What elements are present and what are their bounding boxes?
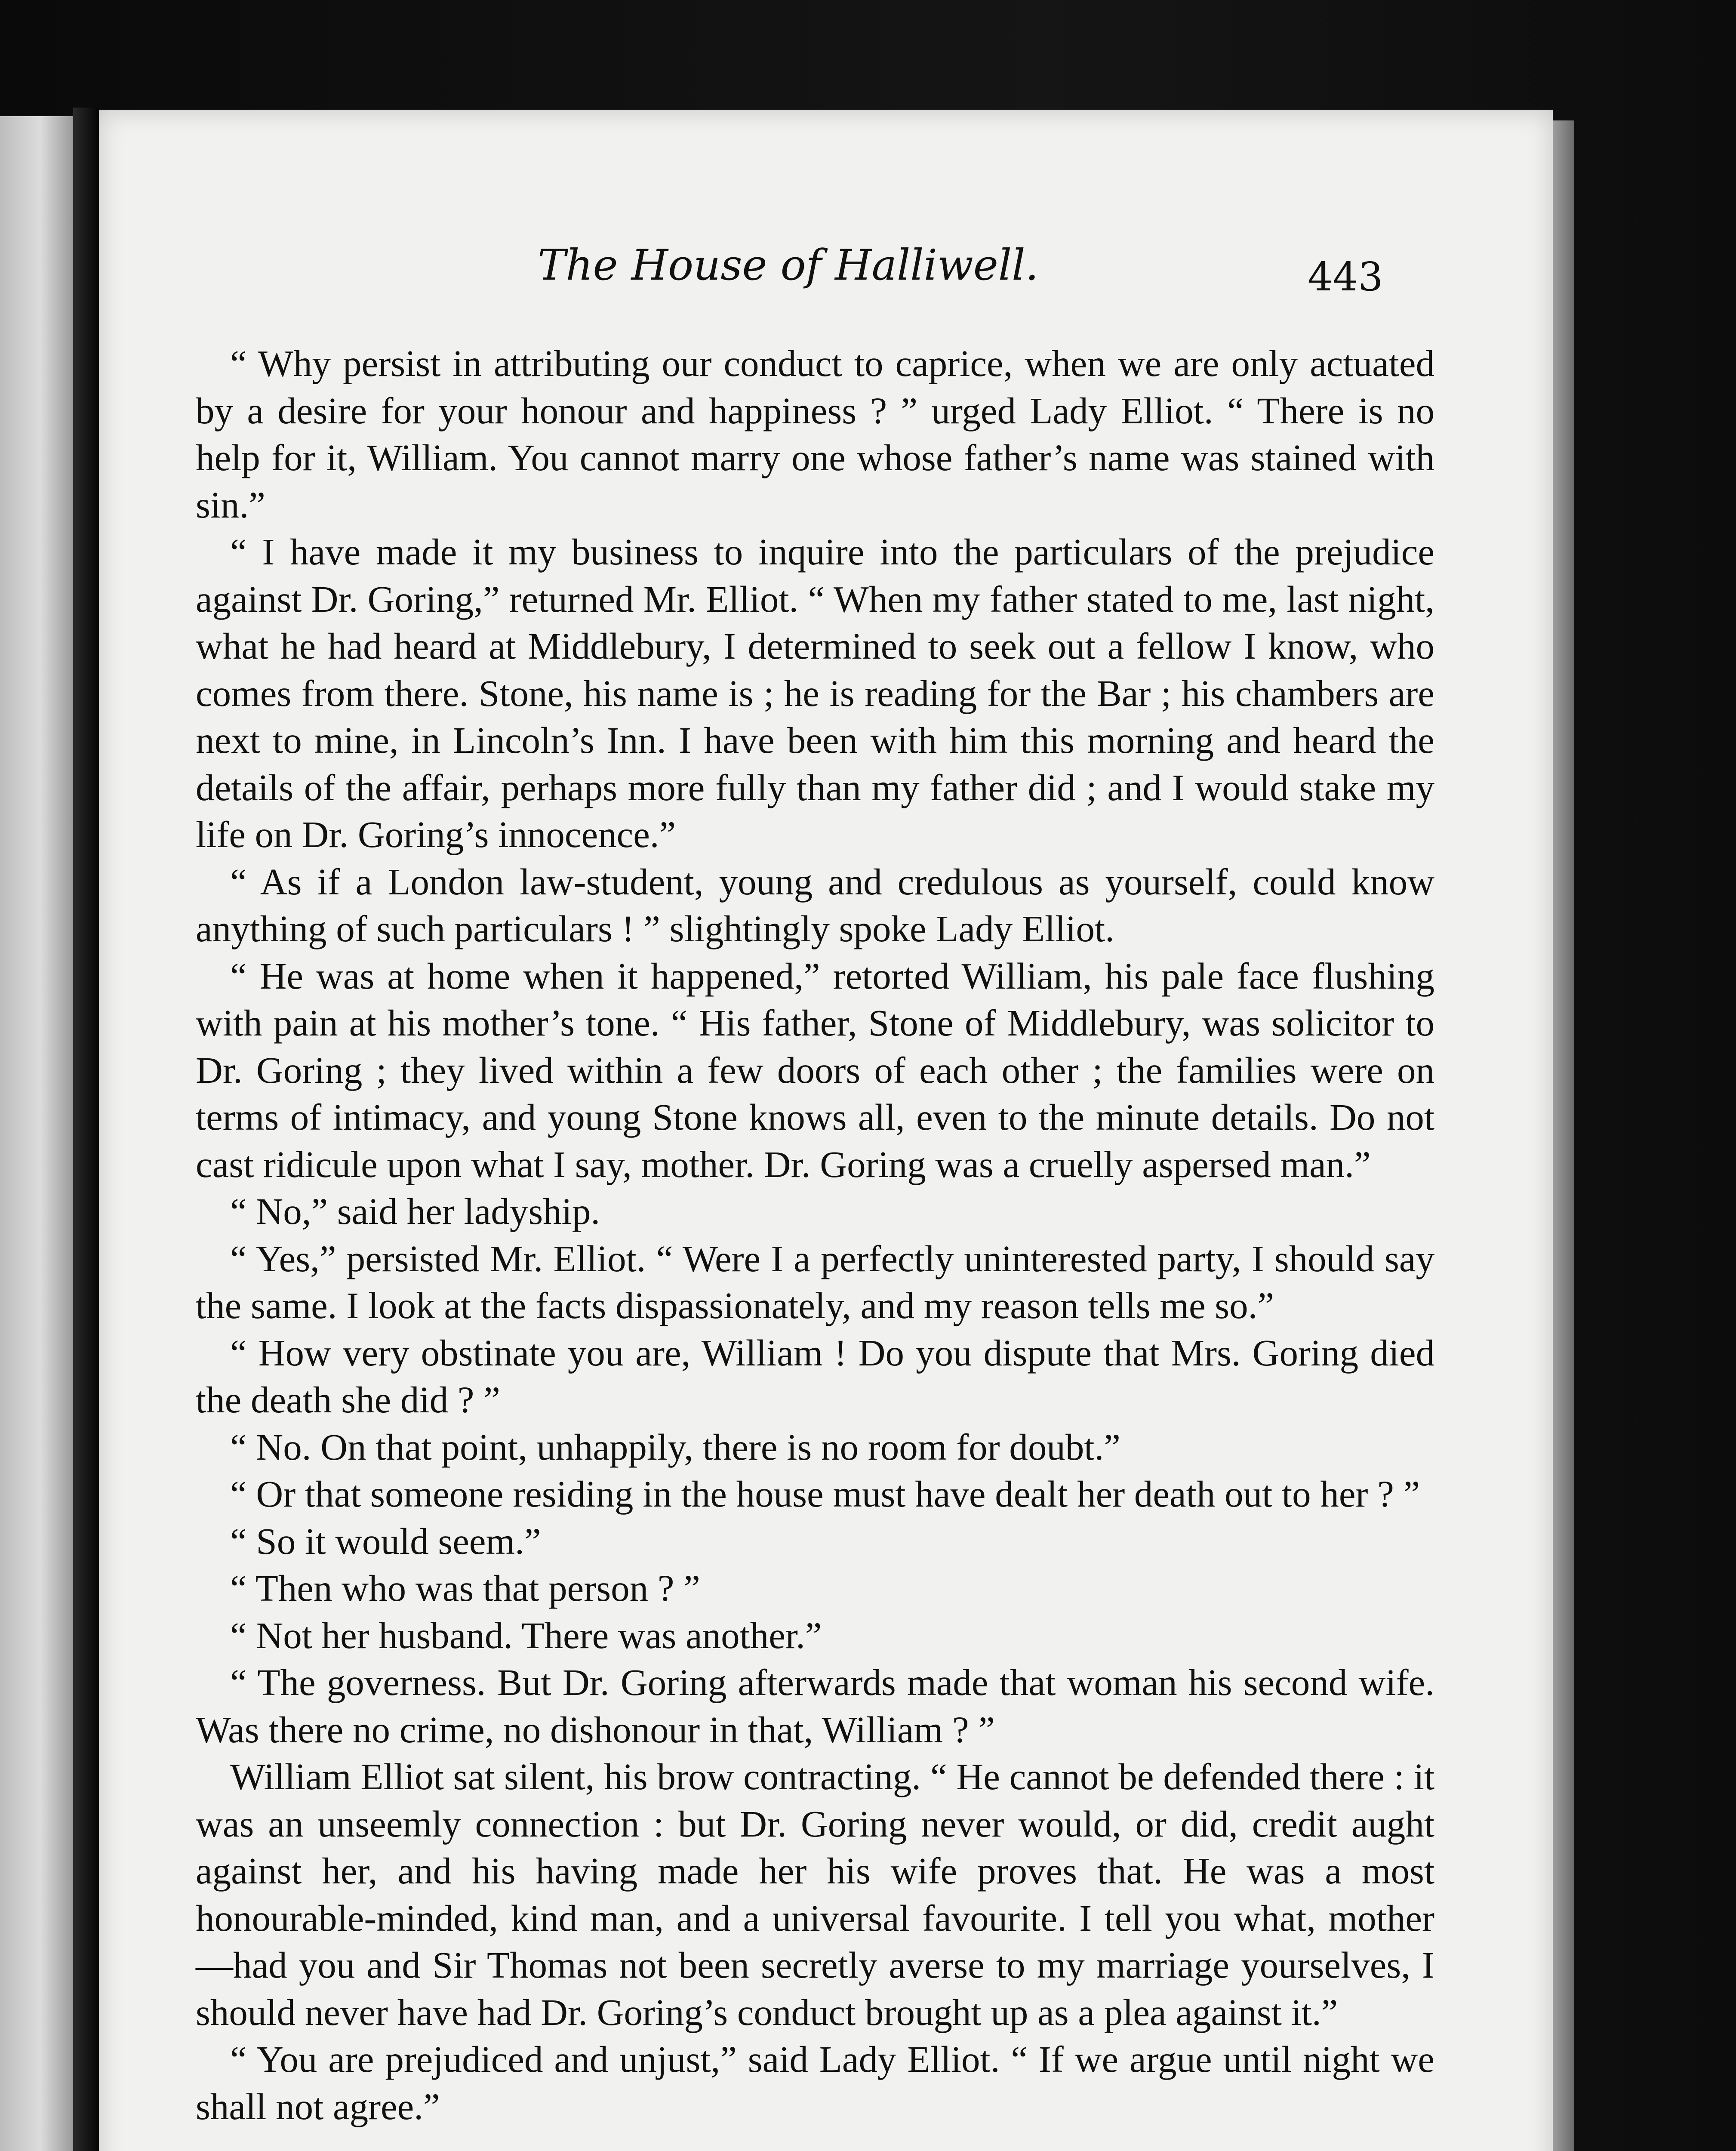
left-page-edge	[0, 116, 73, 2151]
page-number: 443	[1308, 254, 1383, 300]
paragraph: “ Not her husband. There was another.”	[230, 1614, 822, 1656]
paragraph: “ Why persist in attributing our conduct to caprice, when we are only actuated by a desire for your honour and happiness ? ” urged Lady Elliot. “ There is no help for it, William. You cannot marry one whose father’s name was stained with sin.”	[196, 342, 1434, 526]
body-text	[196, 340, 1434, 2130]
paragraph: “ You are prejudiced and unjust,” said Lady Elliot. “ If we argue until night we shall not agree.”	[196, 2038, 1434, 2127]
paragraph: “ How very obstinate you are, William ! Do you dispute that Mrs. Goring died the death she did ? ”	[196, 1331, 1434, 1421]
paragraph: “ Yes,” persisted Mr. Elliot. “ Were I a perfectly uninterested party, I should say the same. I look at the facts dispassionately, and my reason tells me so.”	[196, 1237, 1434, 1326]
paragraph: “ The governess. But Dr. Goring afterwards made that woman his second wife. Was there no crime, no dishonour in that, William ? ”	[196, 1661, 1434, 1750]
paragraph: “ As if a London law-student, young and credulous as yourself, could know anything of such particulars ! ” slightingly spoke Lady Elliot.	[196, 860, 1434, 949]
right-page-edge	[1553, 120, 1574, 2151]
paragraph: “ So it would seem.”	[230, 1520, 541, 1562]
paragraph: “ No. On that point, unhappily, there is no room for doubt.”	[230, 1426, 1120, 1468]
paragraph: “ Or that someone residing in the house must have dealt her death out to her ? ”	[230, 1473, 1420, 1515]
book-gutter	[73, 108, 99, 2151]
paragraph: “ No,” said her ladyship.	[230, 1190, 600, 1232]
paragraph: William Elliot sat silent, his brow contracting. “ He cannot be defended there : it was an unseemly connection : but Dr. Goring never would, or did, credit aught against her, and his having made her his wife proves that. He was a most honourable-minded, kind man, and a universal favourite. I tell you what, mother—had you and Sir Thomas not been secretly averse to my marriage yourselves, I should never have had Dr. Goring’s conduct brought up as a plea against it.”	[196, 1756, 1434, 2033]
paragraph: “ Then who was that person ? ”	[230, 1567, 700, 1609]
paragraph: “ I have made it my business to inquire into the particulars of the prejudice against Dr. Goring,” returned Mr. Elliot. “ When my father stated to me, last night, what he had heard at Middlebury, I determined to seek out a fellow I know, who comes from there. Stone, his name is ; he is reading for the Bar ; his chambers are next to mine, in Lincoln’s Inn. I have been with him this morning and heard the details of the affair, perhaps more fully than my father did ; and I would stake my life on Dr. Goring’s innocence.”	[196, 531, 1434, 855]
paragraph: “ He was at home when it happened,” retorted William, his pale face flushing with pain at his mother’s tone. “ His father, Stone of Middlebury, was solicitor to Dr. Goring ; they lived within a few doors of each other ; the families were on terms of intimacy, and young Stone knows all, even to the minute details. Do not cast ridicule upon what I say, mother. Dr. Goring was a cruelly aspersed man.”	[196, 955, 1434, 1185]
running-head: The House of Halliwell.	[538, 241, 1039, 290]
